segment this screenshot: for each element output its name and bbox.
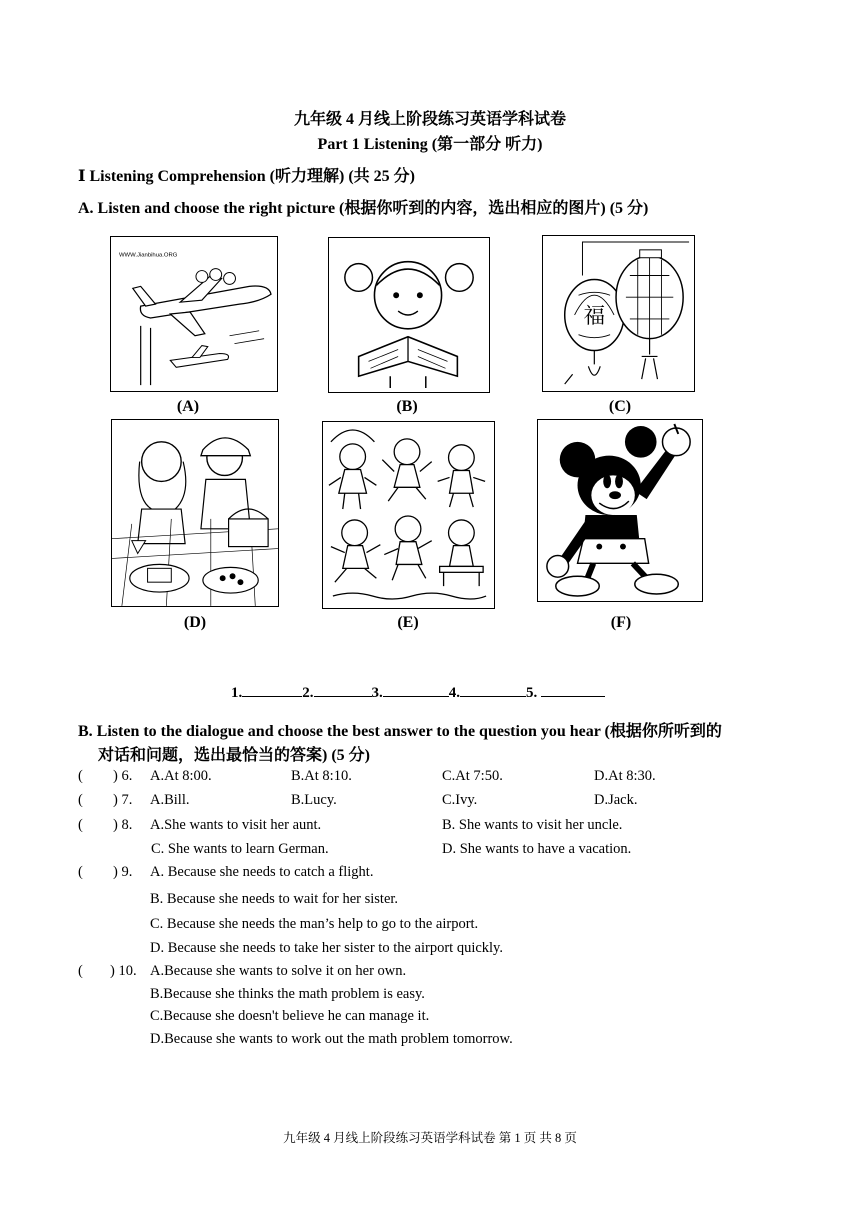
picnic-icon — [112, 420, 278, 606]
q10-option-d: D.Because she wants to work out the math problem tomorrow. — [150, 1031, 513, 1047]
question-number-7: ) 7. — [113, 792, 133, 808]
answer-paren-8[interactable]: ( — [78, 817, 83, 833]
q8-option-c: C. She wants to learn German. — [151, 841, 329, 857]
lantern-icon — [543, 236, 694, 391]
q9-option-a: A. Because she needs to catch a flight. — [150, 864, 374, 880]
picture-b-label: (B) — [396, 398, 418, 415]
answer-paren-9[interactable]: ( — [78, 864, 83, 880]
answer-number-3: 3. — [371, 685, 383, 701]
picture-c-label: (C) — [608, 398, 632, 415]
q6-option-a: A.At 8:00. — [150, 768, 212, 784]
answer-number-5: 5. — [526, 685, 538, 701]
picture-d-label: (D) — [183, 614, 207, 631]
q9-option-c: C. Because she needs the man’s help to go to the airport. — [150, 916, 479, 932]
picture-a-label: (A) — [176, 398, 200, 415]
q9-option-b: B. Because she needs to wait for her sister. — [150, 891, 399, 907]
part-title: Part 1 Listening (第一部分 听力) — [317, 136, 543, 153]
answer-blank-4[interactable] — [460, 682, 526, 697]
exam-title: 九年级 4 月线上阶段练习英语学科试卷 — [293, 111, 566, 128]
answer-blank-2[interactable] — [314, 682, 372, 697]
q10-option-b: B.Because she thinks the math problem is easy. — [150, 986, 425, 1002]
section-i-heading: Ⅰ Listening Comprehension (听力理解) (共 25 分) — [78, 168, 415, 185]
section-b-heading-line1: B. Listen to the dialogue and choose the best answer to the question you hear (根据你所听到的 — [78, 723, 722, 740]
answer-paren-10[interactable]: ( — [78, 963, 83, 979]
answer-number-2: 2. — [302, 685, 314, 701]
q10-option-c: C.Because she doesn't believe he can manage it. — [150, 1008, 430, 1024]
q6-option-d: D.At 8:30. — [594, 768, 656, 784]
q6-option-c: C.At 7:50. — [442, 768, 503, 784]
question-number-6: ) 6. — [113, 768, 133, 784]
picture-b — [328, 237, 490, 393]
q9-option-d: D. Because she needs to take her sister to the airport quickly. — [150, 940, 503, 956]
page-footer: 九年级 4 月线上阶段练习英语学科试卷 第 1 页 共 8 页 — [283, 1131, 577, 1145]
question-number-10: ) 10. — [110, 963, 137, 979]
picture-e — [322, 421, 495, 609]
q7-option-c: C.Ivy. — [442, 792, 478, 808]
q6-option-b: B.At 8:10. — [291, 768, 352, 784]
section-a-heading: A. Listen and choose the right picture (根据你听到的内容，选出相应的图片) (5 分) — [78, 200, 649, 217]
answer-line — [231, 682, 605, 702]
answer-number-4: 4. — [448, 685, 460, 701]
kids-exercise-icon — [323, 422, 494, 608]
section-b-heading-line2: 对话和问题，选出最恰当的答案) (5 分) — [98, 747, 370, 764]
mickey-mouse-icon — [538, 420, 702, 601]
q7-option-d: D.Jack. — [594, 792, 638, 808]
girl-reading-icon — [329, 238, 489, 392]
picture-a — [110, 236, 278, 392]
question-number-9: ) 9. — [113, 864, 133, 880]
airplane-icon — [111, 237, 277, 391]
q7-option-a: A.Bill. — [150, 792, 190, 808]
picture-f — [537, 419, 703, 602]
answer-blank-1[interactable] — [242, 682, 302, 697]
picture-f-label: (F) — [610, 614, 632, 631]
q10-option-a: A.Because she wants to solve it on her own. — [150, 963, 407, 979]
picture-e-label: (E) — [397, 614, 419, 631]
answer-paren-7[interactable]: ( — [78, 792, 83, 808]
q7-option-b: B.Lucy. — [291, 792, 337, 808]
q8-option-d: D. She wants to have a vacation. — [442, 841, 632, 857]
picture-d — [111, 419, 279, 607]
answer-blank-5[interactable] — [541, 682, 605, 697]
answer-number-1: 1. — [231, 685, 243, 701]
answer-blank-3[interactable] — [383, 682, 449, 697]
watermark-text: WWW.Jianbihua.ORG — [118, 252, 178, 259]
q8-option-b: B. She wants to visit her uncle. — [442, 817, 623, 833]
answer-paren-6[interactable]: ( — [78, 768, 83, 784]
picture-c — [542, 235, 695, 392]
q8-option-a: A.She wants to visit her aunt. — [150, 817, 322, 833]
lantern-character: 福 — [583, 303, 606, 329]
question-number-8: ) 8. — [113, 817, 133, 833]
